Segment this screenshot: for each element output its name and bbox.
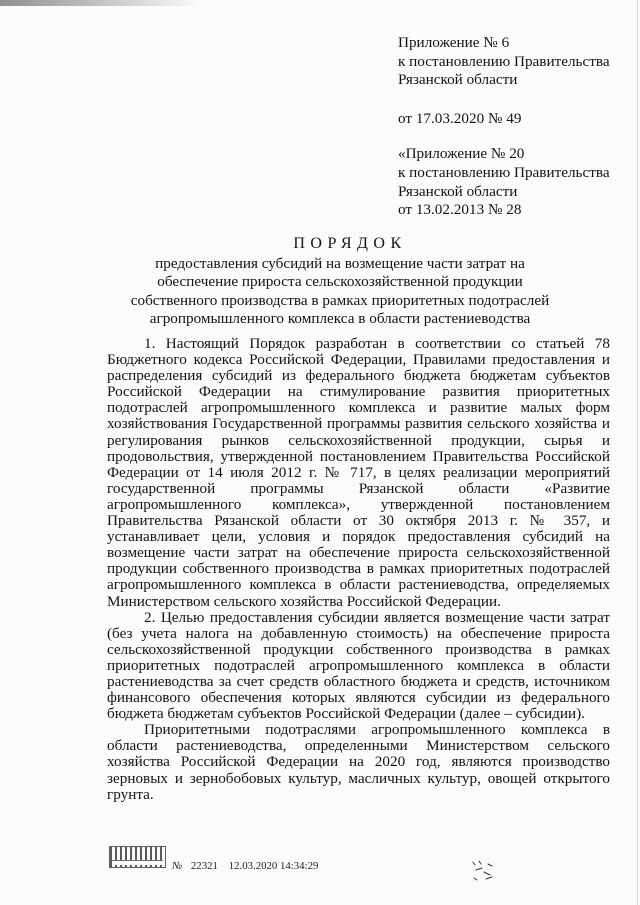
- pen-mark: [470, 858, 498, 884]
- header-line: Рязанской области: [398, 182, 518, 200]
- registration-code: 22321: [190, 860, 218, 872]
- scan-right-edge: [637, 0, 638, 905]
- header-line: Приложение № 6: [398, 34, 510, 51]
- subtitle-line: предоставления субсидий на возмещение части затрат на: [155, 255, 525, 272]
- subtitle-line: агропромышленного комплекса в области растениеводства: [149, 310, 531, 328]
- document-title: ПОРЯДОК: [293, 235, 407, 252]
- registration-timestamp: 12.03.2020 14:34:29: [228, 860, 319, 872]
- subtitle-line: обеспечение прироста сельскохозяйственной продукции: [157, 273, 523, 291]
- registration-stamp-image: [109, 846, 166, 868]
- appendix-header: [398, 34, 633, 220]
- header-line: от 13.02.2013 № 28: [398, 201, 522, 219]
- body-paragraph: Приоритетными подотраслями агропромышленного комплекса в области растениеводства, определенными Министерством сельского хозяйства Российской Федерации на 2020 год, являются производство зерновых и зернобобовых культур, масличных культур, овощей открытого грунта.: [107, 721, 610, 803]
- header-line: к постановлению Правительства: [398, 52, 610, 70]
- scan-edge-shadow: [0, 0, 200, 6]
- header-line: Рязанской области: [398, 71, 518, 89]
- header-line: к постановлению Правительства: [398, 163, 610, 181]
- document-body: [107, 336, 610, 803]
- header-date-line: от 17.03.2020 № 49: [398, 109, 522, 127]
- footer-registration: [172, 860, 318, 872]
- subtitle-line: собственного производства в рамках приоритетных подотраслей: [130, 291, 550, 309]
- document-subtitle: [120, 255, 560, 329]
- number-sign: №: [172, 860, 183, 872]
- body-paragraph: 2. Целью предоставления субсидии является возмещение части затрат (без учета налога на добавленную стоимость) на обеспечение прироста сельскохозяйственной продукции собственного производства в рамках приоритетных подотраслей агропромышленного комплекса в области растениеводства за счет средств областного бюджета и средств, источником финансового обеспечения которых являются субсидии из федерального бюджета бюджетам субъектов Российской Федерации (далее – субсидии).: [107, 608, 610, 723]
- body-paragraph: 1. Настоящий Порядок разработан в соответствии со статьей 78 Бюджетного кодекса Российской Федерации, Правилами предоставления и распределения субсидий из федерального бюджета бюджетам субъектов Российской Федерации на стимулирование развития приоритетных подотраслей агропромышленного комплекса и развитие малых форм хозяйствования Государственной программы развития сельского хозяйства и регулирования рынков сельскохозяйственной продукции, сырья и продовольствия, утвержденной постановлением Правительства Российской Федерации от 14 июля 2012 г. № 717, в целях реализации мероприятий государственной программы Рязанской области «Развитие агропромышленного комплекса», утвержденной постановлением Правительства Рязанской области от 30 октября 2013 г. № 357, и устанавливает цели, условия и порядок предоставления субсидий на возмещение части затрат на обеспечение прироста сельскохозяйственной продукции собственного производства в рамках приоритетных подотраслей агропромышленного комплекса в области растениеводства, определяемых Министерством сельского хозяйства Российской Федерации.: [107, 335, 610, 610]
- header-line: «Приложение № 20: [398, 145, 525, 163]
